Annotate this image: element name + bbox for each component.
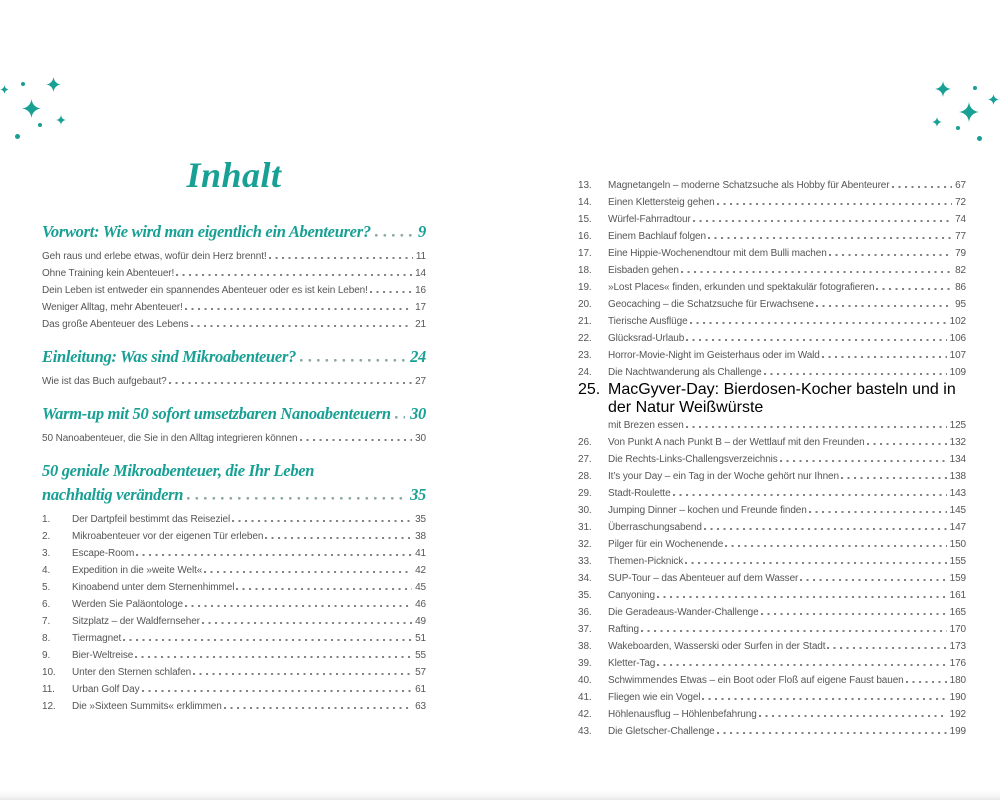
dot-leader (876, 288, 952, 290)
entry-title: Horror-Movie-Night im Geisterhaus oder im Wald (608, 350, 820, 361)
page-number: 170 (949, 624, 966, 635)
entry-title: Eine Hippie-Wochenendtour mit dem Bulli machen (608, 248, 827, 259)
toc-entry (578, 364, 966, 381)
entry-title: Magnetangeln – moderne Schatzsuche als Hobby für Abenteurer (608, 180, 890, 191)
page-number: 109 (949, 367, 966, 378)
entry-title: Weniger Alltag, mehr Abenteuer! (42, 302, 183, 313)
entry-title: Expedition in die »weite Welt« (72, 565, 203, 576)
entry-title: Das große Abenteuer des Lebens (42, 319, 189, 330)
page-number: 132 (949, 437, 966, 448)
dot-leader (761, 613, 947, 615)
sparkle-dot-icon (38, 123, 42, 127)
entry-number: 11. (42, 684, 55, 695)
entry-number: 38. (578, 641, 592, 652)
dot-leader (827, 647, 946, 649)
dot-leader (725, 545, 946, 547)
dot-leader (686, 339, 946, 341)
page-number: 14 (415, 268, 426, 279)
entry-number: 10. (42, 667, 56, 678)
dot-leader (708, 237, 952, 239)
page-number: 46 (415, 599, 426, 610)
page-number: 67 (955, 180, 966, 191)
entry-number: 39. (578, 658, 592, 669)
entry-title: Dein Leben ist entweder ein spannendes Abenteuer oder es ist kein Leben! (42, 285, 368, 296)
page-number: 190 (949, 692, 966, 703)
page-number: 145 (949, 505, 966, 516)
toc-entry (578, 228, 966, 245)
toc-entry (578, 502, 966, 519)
entry-number: 5. (42, 582, 51, 593)
dot-leader (800, 579, 946, 581)
entry-number: 28. (578, 471, 592, 482)
entry-title: SUP-Tour – das Abenteuer auf dem Wasser (608, 573, 799, 584)
sparkle-icon (935, 81, 951, 97)
dot-leader (780, 460, 947, 462)
toc-entry (578, 519, 966, 536)
toc-entry (578, 723, 966, 740)
dot-leader (375, 234, 413, 237)
page-number: 134 (949, 454, 966, 465)
toc-entry (42, 664, 426, 681)
toc-entry (42, 545, 426, 562)
entry-number: 33. (578, 556, 592, 567)
dot-leader (300, 359, 405, 362)
entry-title: Kinoabend unter dem Sternenhimmel (72, 582, 235, 593)
page-number: 45 (415, 582, 426, 593)
toc-entry (42, 562, 426, 579)
entry-title: Canyoning (608, 590, 655, 601)
entry-number: 25. (578, 381, 601, 398)
page-number: 192 (949, 709, 966, 720)
entry-number: 26. (578, 437, 592, 448)
dot-leader (686, 426, 947, 428)
dot-leader (829, 254, 952, 256)
entry-title: Themen-Picknick (608, 556, 684, 567)
entry-number: 17. (578, 248, 592, 259)
page-number: 165 (949, 607, 966, 618)
toc-entry (578, 245, 966, 262)
page-number: 82 (955, 265, 966, 276)
toc-entry (578, 672, 966, 689)
toc-entry (42, 430, 426, 447)
toc-entry (42, 681, 426, 698)
entry-number: 34. (578, 573, 592, 584)
page-number: 180 (949, 675, 966, 686)
page-number: 51 (415, 633, 426, 644)
entry-number: 20. (578, 299, 592, 310)
toc-section-heading (42, 459, 426, 483)
dot-leader (906, 681, 947, 683)
entry-number: 43. (578, 726, 592, 737)
page-number: 16 (415, 285, 426, 296)
entry-title: Pilger für ein Wochenende (608, 539, 724, 550)
toc-entry (578, 347, 966, 364)
dot-leader (690, 322, 947, 324)
toc-entry (578, 296, 966, 313)
entry-number: 2. (42, 531, 51, 542)
toc-entry (578, 211, 966, 228)
entry-title: Überraschungsabend (608, 522, 702, 533)
toc-entry (42, 698, 426, 715)
entry-title: Die Gletscher-Challenge (608, 726, 715, 737)
entry-title: Fliegen wie ein Vogel (608, 692, 701, 703)
page-number: 102 (949, 316, 966, 327)
dot-leader (191, 325, 413, 327)
dot-leader (822, 356, 947, 358)
entry-title: Geh raus und erlebe etwas, wofür dein Herz brennt! (42, 251, 267, 262)
toc-section-heading (42, 345, 426, 369)
entry-number: 1. (42, 514, 51, 525)
entry-number: 21. (578, 316, 592, 327)
entry-title: Kletter-Tag (608, 658, 656, 669)
page-number: 173 (949, 641, 966, 652)
entry-title: Glücksrad-Urlaub (608, 333, 685, 344)
entry-number: 27. (578, 454, 592, 465)
toc-entry (578, 177, 966, 194)
sparkle-icon (56, 115, 66, 125)
dot-leader (717, 732, 947, 734)
entry-number: 29. (578, 488, 592, 499)
sparkle-dot-icon (15, 134, 20, 139)
entry-number: 32. (578, 539, 592, 550)
entry-title: Sitzplatz – der Waldfernseher (72, 616, 200, 627)
entry-number: 13. (578, 180, 592, 191)
dot-leader (809, 511, 947, 513)
entry-number: 18. (578, 265, 592, 276)
toc-entry (42, 596, 426, 613)
toc-entry (42, 579, 426, 596)
entry-title: Einen Klettersteig gehen (608, 197, 715, 208)
toc-entry (578, 638, 966, 655)
toc-entry (42, 265, 426, 282)
entry-title: Vorwort: Wie wird man eigentlich ein Abenteurer? (42, 222, 371, 241)
entry-title: Die Rechts-Links-Challengsverzeichnis (608, 454, 778, 465)
sparkle-cluster-right (925, 70, 1000, 150)
toc-entry (42, 647, 426, 664)
entry-number: 3. (42, 548, 51, 559)
page-number: 143 (949, 488, 966, 499)
dot-leader (300, 439, 413, 441)
entry-title: Wakeboarden, Wasserski oder Surfen in der Stadt (608, 641, 826, 652)
dot-leader (395, 416, 405, 419)
dot-leader (816, 305, 952, 307)
entry-number: 42. (578, 709, 592, 720)
entry-number: 36. (578, 607, 592, 618)
entry-title: Tierische Ausflüge (608, 316, 688, 327)
entry-title: Der Dartpfeil bestimmt das Reiseziel (72, 514, 231, 525)
toc-entry (578, 330, 966, 347)
dot-leader (841, 477, 947, 479)
toc-entry (578, 485, 966, 502)
sparkle-dot-icon (973, 86, 977, 90)
page-number: 41 (415, 548, 426, 559)
toc-entry (42, 373, 426, 390)
entry-title: Urban Golf Day (72, 684, 140, 695)
sparkle-icon (46, 77, 61, 92)
page-number: 24 (410, 347, 426, 366)
page-number: 30 (415, 433, 426, 444)
dot-leader (764, 373, 947, 375)
toc-entry (578, 689, 966, 706)
toc-section-heading (42, 220, 426, 244)
toc-entry (578, 655, 966, 672)
dot-leader (892, 186, 953, 188)
dot-leader (370, 291, 412, 293)
dot-leader (702, 698, 946, 700)
page-number: 159 (949, 573, 966, 584)
entry-title: Einem Bachlauf folgen (608, 231, 706, 242)
toc-entry (578, 279, 966, 296)
dot-leader (185, 308, 412, 310)
dot-leader (232, 520, 412, 522)
page-number: 9 (418, 222, 426, 241)
entry-title: Von Punkt A nach Punkt B – der Wettlauf mit den Freunden (608, 437, 865, 448)
dot-leader (673, 494, 947, 496)
toc-entry (578, 604, 966, 621)
sparkle-icon (0, 85, 9, 94)
toc-entry (578, 706, 966, 723)
entry-title: Höhlenausflug – Höhlenbefahrung (608, 709, 757, 720)
toc-entry (42, 316, 426, 333)
sparkle-icon (959, 102, 979, 122)
entry-title: It’s your Day – ein Tag in der Woche gehört nur Ihnen (608, 471, 839, 482)
page-number: 150 (949, 539, 966, 550)
dot-leader (185, 605, 412, 607)
page-number: 57 (415, 667, 426, 678)
entry-number: 14. (578, 197, 592, 208)
entry-number: 41. (578, 692, 592, 703)
page-number: 38 (415, 531, 426, 542)
entry-number: 37. (578, 624, 592, 635)
page-number: 138 (949, 471, 966, 482)
entry-title: Einleitung: Was sind Mikroabenteuer? (42, 347, 297, 366)
dot-leader (685, 562, 946, 564)
toc-entry (578, 417, 966, 434)
toc-entry (42, 630, 426, 647)
entry-number: 6. (42, 599, 51, 610)
entry-title: 50 Nanoabenteuer, die Sie in den Alltag integrieren können (42, 433, 298, 444)
page-number: 199 (949, 726, 966, 737)
toc-section-heading (42, 483, 426, 507)
page-number: 49 (415, 616, 426, 627)
dot-leader (176, 274, 412, 276)
entry-title: Escape-Room (72, 548, 135, 559)
entry-title: nachhaltig verändern (42, 485, 184, 504)
entry-title: Stadt-Roulette (608, 488, 671, 499)
sparkle-cluster-left (0, 70, 75, 150)
entry-title: Tiermagnet (72, 633, 122, 644)
dot-leader (202, 622, 412, 624)
dot-leader (681, 271, 952, 273)
sparkle-icon (932, 117, 942, 127)
toc-entry (578, 536, 966, 553)
dot-leader (759, 715, 947, 717)
entry-title: Rafting (608, 624, 639, 635)
page-number: 35 (415, 514, 426, 525)
page-number: 72 (955, 197, 966, 208)
toc-entry (578, 313, 966, 330)
entry-number: 24. (578, 367, 592, 378)
entry-title: Die Geradeaus-Wander-Challenge (608, 607, 759, 618)
toc-entry (42, 613, 426, 630)
dot-leader (135, 656, 412, 658)
entry-title: Schwimmendes Etwas – ein Boot oder Floß auf eigene Faust bauen (608, 675, 904, 686)
toc-entry (42, 282, 426, 299)
sparkle-dot-icon (977, 136, 982, 141)
page-number: 155 (949, 556, 966, 567)
page-number: 42 (415, 565, 426, 576)
toc-left-list (42, 220, 426, 715)
entry-title: Ohne Training kein Abenteuer! (42, 268, 175, 279)
toc-right-list (578, 177, 966, 740)
dot-leader (704, 528, 947, 530)
entry-title: 50 geniale Mikroabenteuer, die Ihr Leben (42, 461, 315, 480)
entry-title: mit Brezen essen (608, 420, 684, 431)
toc-entry (578, 468, 966, 485)
dot-leader (265, 537, 412, 539)
page-number: 86 (955, 282, 966, 293)
entry-number: 15. (578, 214, 592, 225)
entry-title: Unter den Sternen schlafen (72, 667, 192, 678)
dot-leader (641, 630, 947, 632)
toc-entry (42, 248, 426, 265)
page-number: 11 (415, 251, 426, 262)
entry-title: Bier-Weltreise (72, 650, 134, 661)
entry-number: 40. (578, 675, 592, 686)
entry-number: 22. (578, 333, 592, 344)
entry-number: 9. (42, 650, 51, 661)
page-number: 125 (949, 420, 966, 431)
entry-number: 7. (42, 616, 51, 627)
toc-entry (578, 587, 966, 604)
entry-number: 30. (578, 505, 592, 516)
page-number: 21 (415, 319, 426, 330)
toc-right-column (578, 177, 966, 740)
dot-leader (269, 257, 413, 259)
entry-title: MacGyver-Day: Bierdosen-Kocher basteln und in der Natur Weißwürste (608, 381, 956, 416)
entry-title: Eisbaden gehen (608, 265, 679, 276)
toc-entry (578, 553, 966, 570)
sparkle-dot-icon (21, 82, 25, 86)
page-number: 30 (410, 404, 426, 423)
page-number: 107 (949, 350, 966, 361)
dot-leader (193, 673, 412, 675)
toc-entry (42, 511, 426, 528)
dot-leader (657, 596, 947, 598)
dot-leader (224, 707, 412, 709)
entry-title: Wie ist das Buch aufgebaut? (42, 376, 167, 387)
toc-entry (578, 194, 966, 211)
entry-title: Werden Sie Paläontologe (72, 599, 183, 610)
toc-entry (42, 299, 426, 316)
dot-leader (136, 554, 412, 556)
dot-leader (169, 382, 412, 384)
sparkle-icon (988, 94, 999, 105)
page-number: 77 (955, 231, 966, 242)
toc-entry (578, 451, 966, 468)
dot-leader (657, 664, 946, 666)
toc-entry (578, 434, 966, 451)
entry-number: 31. (578, 522, 592, 533)
entry-number: 23. (578, 350, 592, 361)
page-number: 55 (415, 650, 426, 661)
toc-entry (578, 570, 966, 587)
entry-title: Jumping Dinner – kochen und Freunde finden (608, 505, 807, 516)
dot-leader (187, 497, 405, 500)
toc-section-heading (42, 402, 426, 426)
page-number: 161 (949, 590, 966, 601)
page-number: 17 (415, 302, 426, 313)
sparkle-icon (22, 99, 41, 118)
entry-title: Die Nachtwanderung als Challenge (608, 367, 762, 378)
dot-leader (123, 639, 412, 641)
dot-leader (236, 588, 412, 590)
dot-leader (867, 443, 947, 445)
page-number: 176 (949, 658, 966, 669)
entry-title: Die »Sixteen Summits« erklimmen (72, 701, 222, 712)
entry-title: Geocaching – die Schatzsuche für Erwachsene (608, 299, 814, 310)
dot-leader (142, 690, 413, 692)
page-number: 27 (415, 376, 426, 387)
entry-number: 19. (578, 282, 592, 293)
page-title: Inhalt (186, 155, 282, 195)
dot-leader (693, 220, 952, 222)
entry-title: »Lost Places« finden, erkunden und spektakulär fotografieren (608, 282, 875, 293)
dot-leader (717, 203, 952, 205)
toc-entry (578, 381, 966, 417)
dot-leader (204, 571, 412, 573)
sparkle-dot-icon (956, 126, 960, 130)
entry-title: Warm-up mit 50 sofort umsetzbaren Nanoabenteuern (42, 404, 391, 423)
entry-number: 12. (42, 701, 56, 712)
entry-title: Mikroabenteuer vor der eigenen Tür erleben (72, 531, 264, 542)
entry-number: 16. (578, 231, 592, 242)
entry-number: 8. (42, 633, 51, 644)
page-number: 106 (949, 333, 966, 344)
entry-title: Würfel-Fahrradtour (608, 214, 691, 225)
toc-entry (42, 528, 426, 545)
page-number: 74 (955, 214, 966, 225)
toc-entry (578, 621, 966, 638)
page-number: 95 (955, 299, 966, 310)
entry-number: 4. (42, 565, 51, 576)
page-number: 61 (415, 684, 426, 695)
page-number: 79 (955, 248, 966, 259)
page-number: 35 (410, 485, 426, 504)
page-number: 63 (415, 701, 426, 712)
toc-left-column (42, 150, 426, 715)
page-edge-shadow (0, 790, 1000, 800)
entry-number: 35. (578, 590, 592, 601)
toc-entry (578, 262, 966, 279)
page-number: 147 (949, 522, 966, 533)
